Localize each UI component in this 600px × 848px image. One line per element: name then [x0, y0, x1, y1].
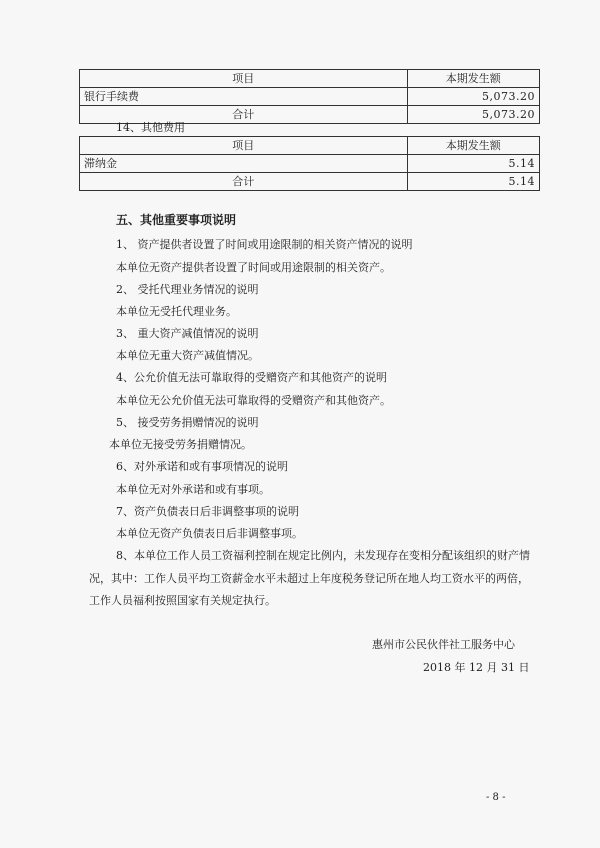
other-expense-table [79, 136, 540, 191]
item-3-heading: 3、 重大资产减值情况的说明 [116, 327, 259, 340]
total-label: 合计 [80, 173, 408, 191]
item-5-body: 本单位无接受劳务捐赠情况。 [109, 438, 252, 451]
row-amount: 5.14 [407, 155, 539, 173]
section14-title: 14、其他费用 [116, 121, 185, 134]
table-header-row [80, 137, 540, 155]
signature-org: 惠州市公民伙伴社工服务中心 [372, 638, 515, 651]
row-amount: 5,073.20 [407, 88, 539, 106]
table-total-row [80, 173, 540, 191]
table-row [80, 88, 540, 106]
item-1-body: 本单位无资产提供者设置了时间或用途限制的相关资产。 [116, 261, 391, 274]
bank-fee-table [79, 69, 540, 124]
total-label: 合计 [80, 106, 408, 124]
item-7-heading: 7、资产负债表日后非调整事项的说明 [116, 505, 299, 518]
section5-title: 五、其他重要事项说明 [116, 213, 237, 227]
table-row [80, 155, 540, 173]
item-8-line-3: 工作人员福利按照国家有关规定执行。 [89, 594, 276, 607]
header-item: 项目 [80, 137, 408, 155]
total-amount: 5,073.20 [407, 106, 539, 124]
header-amount: 本期发生额 [407, 137, 539, 155]
item-6-body: 本单位无对外承诺和或有事项。 [116, 483, 270, 496]
item-3-body: 本单位无重大资产减值情况。 [116, 349, 259, 362]
signature-date: 2018 年 12 月 31 日 [423, 661, 530, 674]
header-amount: 本期发生额 [407, 70, 539, 88]
item-4-heading: 4、公允价值无法可靠取得的受赠资产和其他资产的说明 [116, 371, 387, 384]
table-header-row [80, 70, 540, 88]
item-8-line-2: 况，其中：工作人员平均工资薪金水平未超过上年度税务登记所在地人均工资水平的两倍， [89, 572, 529, 585]
item-5-heading: 5、 接受劳务捐赠情况的说明 [116, 416, 259, 429]
item-7-body: 本单位无资产负债表日后非调整事项。 [116, 527, 303, 540]
item-6-heading: 6、对外承诺和或有事项情况的说明 [116, 460, 288, 473]
row-item: 银行手续费 [80, 88, 408, 106]
item-2-heading: 2、 受托代理业务情况的说明 [116, 283, 259, 296]
header-item: 项目 [80, 70, 408, 88]
item-4-body: 本单位无公允价值无法可靠取得的受赠资产和其他资产。 [116, 394, 391, 407]
total-amount: 5.14 [407, 173, 539, 191]
item-2-body: 本单位无受托代理业务。 [116, 305, 237, 318]
page-number: - 8 - [486, 792, 506, 803]
row-item: 滞纳金 [80, 155, 408, 173]
item-8-line-1: 8、本单位工作人员工资福利控制在规定比例内，未发现存在变相分配该组织的财产情 [116, 549, 530, 562]
item-1-heading: 1、 资产提供者设置了时间或用途限制的相关资产情况的说明 [116, 238, 413, 251]
